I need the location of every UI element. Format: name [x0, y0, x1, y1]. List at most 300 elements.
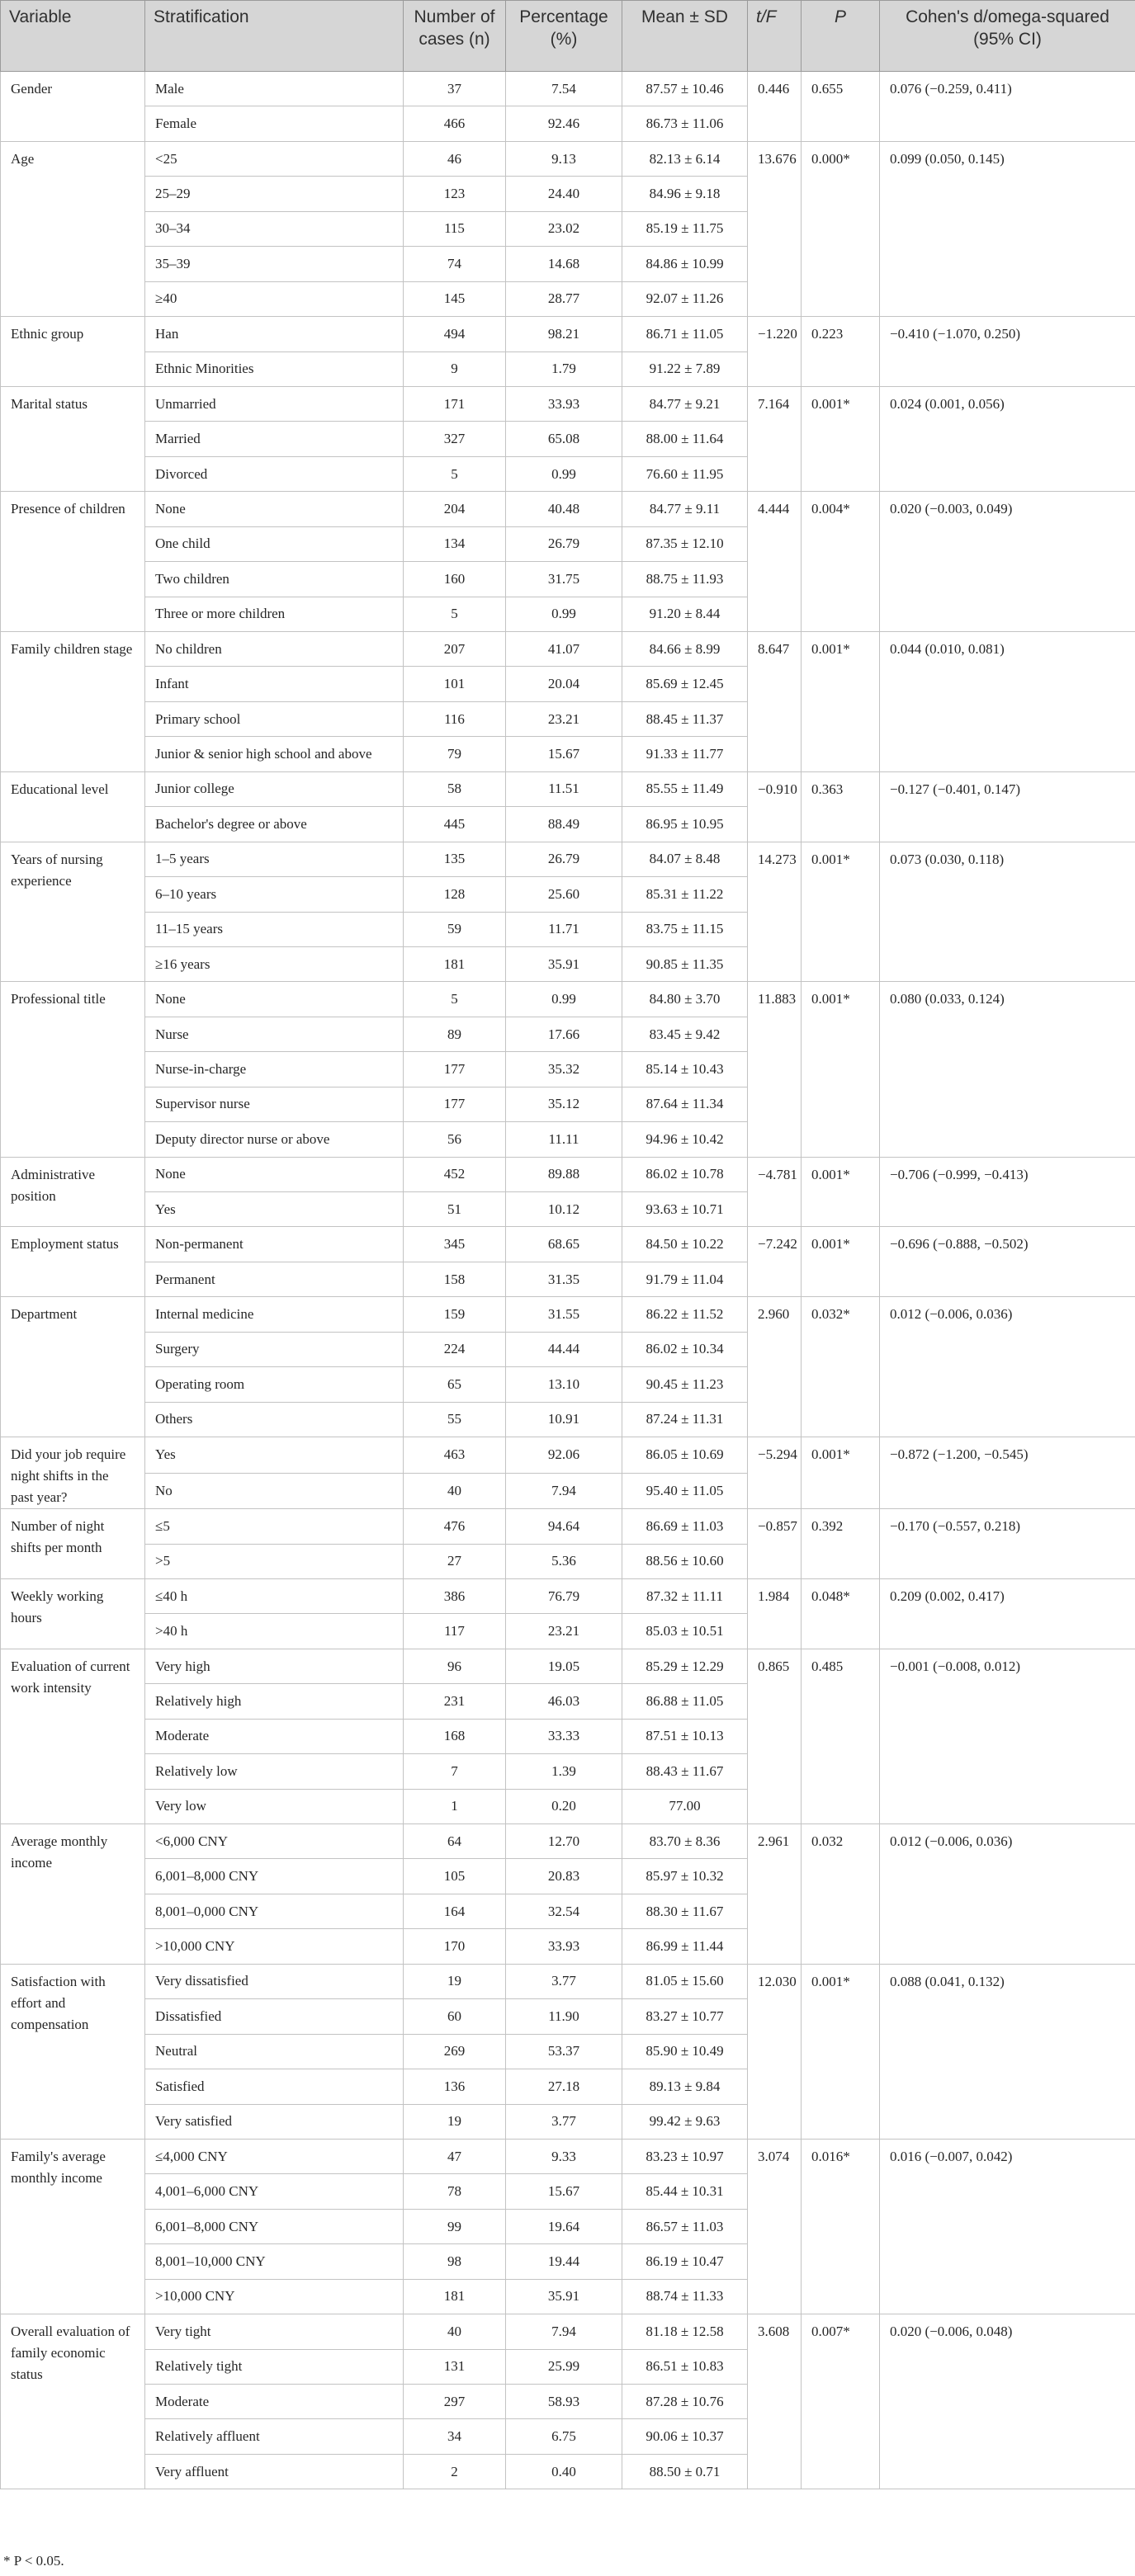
percentage-cell: 14.68 — [506, 247, 622, 281]
mean-sd-cell: 87.32 ± 11.11 — [622, 1578, 748, 1613]
variable-cell: Years of nursing experience — [1, 842, 145, 982]
percentage-cell: 7.94 — [506, 2314, 622, 2349]
percentage-cell: 17.66 — [506, 1017, 622, 1051]
stratification-cell: >5 — [145, 1544, 404, 1578]
cases-cell: 5 — [404, 597, 506, 631]
mean-sd-cell: 85.31 ± 11.22 — [622, 877, 748, 912]
stratification-cell: 8,001–0,000 CNY — [145, 1894, 404, 1928]
stratification-cell: Nurse-in-charge — [145, 1052, 404, 1087]
mean-sd-cell: 88.43 ± 11.67 — [622, 1754, 748, 1789]
mean-sd-cell: 85.14 ± 10.43 — [622, 1052, 748, 1087]
variable-cell: Satisfaction with effort and compensation — [1, 1964, 145, 2139]
stratification-cell: Dissatisfied — [145, 1999, 404, 2034]
p-cell: 0.392 — [802, 1509, 880, 1579]
stratification-cell: Moderate — [145, 2385, 404, 2419]
percentage-cell: 28.77 — [506, 281, 622, 316]
cases-cell: 5 — [404, 456, 506, 491]
stratification-cell: None — [145, 1157, 404, 1191]
stratification-cell: Surgery — [145, 1332, 404, 1366]
cases-cell: 181 — [404, 2279, 506, 2314]
stratification-cell: Supervisor nurse — [145, 1087, 404, 1121]
percentage-cell: 35.91 — [506, 946, 622, 981]
cases-cell: 327 — [404, 422, 506, 456]
effect-size-cell: 0.016 (−0.007, 0.042) — [880, 2139, 1135, 2314]
percentage-cell: 11.51 — [506, 771, 622, 806]
t-f-cell: 0.446 — [748, 72, 802, 142]
mean-sd-cell: 84.50 ± 10.22 — [622, 1227, 748, 1262]
cases-cell: 452 — [404, 1157, 506, 1191]
stratification-cell: 8,001–10,000 CNY — [145, 2244, 404, 2279]
cases-cell: 98 — [404, 2244, 506, 2279]
p-cell: 0.016* — [802, 2139, 880, 2314]
percentage-cell: 25.99 — [506, 2349, 622, 2384]
variable-cell: Educational level — [1, 771, 145, 842]
stratification-cell: ≤4,000 CNY — [145, 2139, 404, 2173]
percentage-cell: 11.71 — [506, 912, 622, 946]
cases-cell: 269 — [404, 2034, 506, 2069]
cases-cell: 181 — [404, 946, 506, 981]
cases-cell: 96 — [404, 1649, 506, 1683]
percentage-cell: 31.75 — [506, 562, 622, 597]
percentage-cell: 23.21 — [506, 1614, 622, 1649]
percentage-cell: 5.36 — [506, 1544, 622, 1578]
p-cell: 0.004* — [802, 492, 880, 632]
cases-cell: 386 — [404, 1578, 506, 1613]
stratification-cell: Deputy director nurse or above — [145, 1122, 404, 1157]
p-cell: 0.363 — [802, 771, 880, 842]
mean-sd-cell: 85.29 ± 12.29 — [622, 1649, 748, 1683]
p-cell: 0.001* — [802, 386, 880, 491]
table-row — [1, 1509, 1135, 1544]
p-cell: 0.032* — [802, 1297, 880, 1437]
percentage-cell: 35.32 — [506, 1052, 622, 1087]
mean-sd-cell: 99.42 ± 9.63 — [622, 2104, 748, 2139]
stratification-cell: Operating room — [145, 1367, 404, 1402]
cases-cell: 37 — [404, 72, 506, 106]
effect-size-cell: 0.209 (0.002, 0.417) — [880, 1578, 1135, 1649]
p-cell: 0.001* — [802, 1157, 880, 1227]
stratification-cell: Two children — [145, 562, 404, 597]
variable-cell: Professional title — [1, 982, 145, 1157]
stratification-cell: Junior & senior high school and above — [145, 737, 404, 771]
percentage-cell: 1.79 — [506, 351, 622, 386]
cases-cell: 99 — [404, 2209, 506, 2243]
table-row — [1, 632, 1135, 667]
p-cell: 0.000* — [802, 141, 880, 316]
table-row — [1, 1227, 1135, 1262]
cases-cell: 5 — [404, 982, 506, 1017]
percentage-cell: 46.03 — [506, 1684, 622, 1719]
stratification-cell: Yes — [145, 1192, 404, 1227]
stratification-cell: ≤5 — [145, 1509, 404, 1544]
cases-cell: 55 — [404, 1402, 506, 1437]
header-percentage: Percentage (%) — [506, 1, 622, 72]
mean-sd-cell: 83.23 ± 10.97 — [622, 2139, 748, 2173]
t-f-cell: 7.164 — [748, 386, 802, 491]
mean-sd-cell: 91.33 ± 11.77 — [622, 737, 748, 771]
stratification-cell: Very dissatisfied — [145, 1964, 404, 1998]
variable-cell: Administrative position — [1, 1157, 145, 1227]
cases-cell: 177 — [404, 1052, 506, 1087]
table-row — [1, 842, 1135, 876]
cases-cell: 168 — [404, 1719, 506, 1753]
mean-sd-cell: 87.51 ± 10.13 — [622, 1719, 748, 1753]
percentage-cell: 40.48 — [506, 492, 622, 526]
percentage-cell: 31.35 — [506, 1262, 622, 1296]
percentage-cell: 98.21 — [506, 317, 622, 351]
stratification-cell: Very high — [145, 1649, 404, 1683]
mean-sd-cell: 82.13 ± 6.14 — [622, 141, 748, 176]
table-row — [1, 1297, 1135, 1332]
mean-sd-cell: 86.02 ± 10.34 — [622, 1332, 748, 1366]
effect-size-cell: −0.706 (−0.999, −0.413) — [880, 1157, 1135, 1227]
mean-sd-cell: 81.18 ± 12.58 — [622, 2314, 748, 2349]
percentage-cell: 15.67 — [506, 2174, 622, 2209]
cases-cell: 2 — [404, 2454, 506, 2489]
percentage-cell: 25.60 — [506, 877, 622, 912]
percentage-cell: 33.33 — [506, 1719, 622, 1753]
mean-sd-cell: 87.28 ± 10.76 — [622, 2385, 748, 2419]
table-row — [1, 1437, 1135, 1474]
mean-sd-cell: 89.13 ± 9.84 — [622, 2069, 748, 2104]
percentage-cell: 94.64 — [506, 1509, 622, 1544]
stratification-cell: 35–39 — [145, 247, 404, 281]
mean-sd-cell: 88.00 ± 11.64 — [622, 422, 748, 456]
mean-sd-cell: 86.57 ± 11.03 — [622, 2209, 748, 2243]
cases-cell: 89 — [404, 1017, 506, 1051]
cases-cell: 207 — [404, 632, 506, 667]
percentage-cell: 10.91 — [506, 1402, 622, 1437]
stratification-cell: Others — [145, 1402, 404, 1437]
stratification-cell: Three or more children — [145, 597, 404, 631]
mean-sd-cell: 84.66 ± 8.99 — [622, 632, 748, 667]
stratification-cell: Unmarried — [145, 386, 404, 421]
cases-cell: 58 — [404, 771, 506, 806]
stratification-cell: Primary school — [145, 701, 404, 736]
t-f-cell: 12.030 — [748, 1964, 802, 2139]
mean-sd-cell: 84.86 ± 10.99 — [622, 247, 748, 281]
stratification-cell: Permanent — [145, 1262, 404, 1296]
mean-sd-cell: 88.45 ± 11.37 — [622, 701, 748, 736]
p-cell: 0.223 — [802, 317, 880, 387]
effect-size-cell: 0.080 (0.033, 0.124) — [880, 982, 1135, 1157]
cases-cell: 494 — [404, 317, 506, 351]
percentage-cell: 44.44 — [506, 1332, 622, 1366]
header-effect-size: Cohen's d/omega-squared (95% CI) — [880, 1, 1135, 72]
p-cell: 0.007* — [802, 2314, 880, 2489]
cases-cell: 297 — [404, 2385, 506, 2419]
cases-cell: 19 — [404, 2104, 506, 2139]
variable-cell: Marital status — [1, 386, 145, 491]
cases-cell: 158 — [404, 1262, 506, 1296]
effect-size-cell: 0.024 (0.001, 0.056) — [880, 386, 1135, 491]
stratification-cell: Male — [145, 72, 404, 106]
cases-cell: 231 — [404, 1684, 506, 1719]
table-row — [1, 771, 1135, 806]
stratification-cell: Moderate — [145, 1719, 404, 1753]
mean-sd-cell: 85.03 ± 10.51 — [622, 1614, 748, 1649]
stratification-cell: Very low — [145, 1789, 404, 1823]
percentage-cell: 9.33 — [506, 2139, 622, 2173]
cases-cell: 128 — [404, 877, 506, 912]
percentage-cell: 53.37 — [506, 2034, 622, 2069]
stratification-cell: <25 — [145, 141, 404, 176]
percentage-cell: 13.10 — [506, 1367, 622, 1402]
stratification-cell: Yes — [145, 1437, 404, 1474]
percentage-cell: 65.08 — [506, 422, 622, 456]
table-row — [1, 1157, 1135, 1191]
p-cell: 0.001* — [802, 842, 880, 982]
percentage-cell: 35.12 — [506, 1087, 622, 1121]
percentage-cell: 3.77 — [506, 2104, 622, 2139]
header-p: P — [802, 1, 880, 72]
stratification-cell: Married — [145, 422, 404, 456]
stratification-cell: No — [145, 1473, 404, 1509]
mean-sd-cell: 86.05 ± 10.69 — [622, 1437, 748, 1474]
cases-cell: 145 — [404, 281, 506, 316]
mean-sd-cell: 86.99 ± 11.44 — [622, 1929, 748, 1964]
mean-sd-cell: 86.88 ± 11.05 — [622, 1684, 748, 1719]
percentage-cell: 15.67 — [506, 737, 622, 771]
mean-sd-cell: 92.07 ± 11.26 — [622, 281, 748, 316]
effect-size-cell: −0.410 (−1.070, 0.250) — [880, 317, 1135, 387]
stratification-cell: Very affluent — [145, 2454, 404, 2489]
cases-cell: 134 — [404, 526, 506, 561]
cases-cell: 204 — [404, 492, 506, 526]
cases-cell: 101 — [404, 667, 506, 701]
stratification-cell: 1–5 years — [145, 842, 404, 876]
effect-size-cell: −0.170 (−0.557, 0.218) — [880, 1509, 1135, 1579]
cases-cell: 136 — [404, 2069, 506, 2104]
percentage-cell: 19.05 — [506, 1649, 622, 1683]
mean-sd-cell: 85.19 ± 11.75 — [622, 211, 748, 246]
effect-size-cell: 0.012 (−0.006, 0.036) — [880, 1824, 1135, 1965]
t-f-cell: 8.647 — [748, 632, 802, 772]
cases-cell: 46 — [404, 141, 506, 176]
mean-sd-cell: 83.27 ± 10.77 — [622, 1999, 748, 2034]
mean-sd-cell: 84.80 ± 3.70 — [622, 982, 748, 1017]
stratification-cell: Bachelor's degree or above — [145, 807, 404, 842]
percentage-cell: 11.90 — [506, 1999, 622, 2034]
header-variable: Variable — [1, 1, 145, 72]
stratification-cell: 6,001–8,000 CNY — [145, 2209, 404, 2243]
variable-cell: Employment status — [1, 1227, 145, 1297]
table-header — [1, 1, 1135, 72]
cases-cell: 78 — [404, 2174, 506, 2209]
t-f-cell: −0.910 — [748, 771, 802, 842]
stratification-cell: 6–10 years — [145, 877, 404, 912]
p-cell: 0.032 — [802, 1824, 880, 1965]
mean-sd-cell: 85.97 ± 10.32 — [622, 1859, 748, 1894]
mean-sd-cell: 95.40 ± 11.05 — [622, 1473, 748, 1509]
stratification-cell: Non-permanent — [145, 1227, 404, 1262]
percentage-cell: 68.65 — [506, 1227, 622, 1262]
mean-sd-cell: 86.71 ± 11.05 — [622, 317, 748, 351]
stratification-cell: Female — [145, 106, 404, 141]
mean-sd-cell: 88.56 ± 10.60 — [622, 1544, 748, 1578]
stratification-cell: >10,000 CNY — [145, 1929, 404, 1964]
variable-cell: Department — [1, 1297, 145, 1437]
stratification-cell: ≤40 h — [145, 1578, 404, 1613]
mean-sd-cell: 87.24 ± 11.31 — [622, 1402, 748, 1437]
percentage-cell: 89.88 — [506, 1157, 622, 1191]
mean-sd-cell: 84.96 ± 9.18 — [622, 177, 748, 211]
cases-cell: 445 — [404, 807, 506, 842]
stratification-cell: 25–29 — [145, 177, 404, 211]
mean-sd-cell: 86.73 ± 11.06 — [622, 106, 748, 141]
stratification-cell: >40 h — [145, 1614, 404, 1649]
cases-cell: 116 — [404, 701, 506, 736]
cases-cell: 59 — [404, 912, 506, 946]
stratification-cell: Ethnic Minorities — [145, 351, 404, 386]
stratification-cell: Very satisfied — [145, 2104, 404, 2139]
stratification-cell: One child — [145, 526, 404, 561]
table-row — [1, 492, 1135, 526]
p-cell: 0.001* — [802, 1437, 880, 1509]
variable-cell: Did your job require night shifts in the past year? — [1, 1437, 145, 1509]
mean-sd-cell: 88.30 ± 11.67 — [622, 1894, 748, 1928]
percentage-cell: 35.91 — [506, 2279, 622, 2314]
mean-sd-cell: 88.74 ± 11.33 — [622, 2279, 748, 2314]
mean-sd-cell: 85.44 ± 10.31 — [622, 2174, 748, 2209]
stratification-cell: <6,000 CNY — [145, 1824, 404, 1859]
p-cell: 0.485 — [802, 1649, 880, 1823]
effect-size-cell: 0.099 (0.050, 0.145) — [880, 141, 1135, 316]
mean-sd-cell: 83.45 ± 9.42 — [622, 1017, 748, 1051]
cases-cell: 34 — [404, 2419, 506, 2454]
mean-sd-cell: 85.90 ± 10.49 — [622, 2034, 748, 2069]
stratification-cell: 30–34 — [145, 211, 404, 246]
cases-cell: 27 — [404, 1544, 506, 1578]
percentage-cell: 20.83 — [506, 1859, 622, 1894]
cases-cell: 64 — [404, 1824, 506, 1859]
header-cases: Number of cases (n) — [404, 1, 506, 72]
percentage-cell: 27.18 — [506, 2069, 622, 2104]
percentage-cell: 20.04 — [506, 667, 622, 701]
cases-cell: 115 — [404, 211, 506, 246]
cases-cell: 345 — [404, 1227, 506, 1262]
variable-cell: Weekly working hours — [1, 1578, 145, 1649]
mean-sd-cell: 84.77 ± 9.11 — [622, 492, 748, 526]
stratification-cell: ≥40 — [145, 281, 404, 316]
stratification-cell: Relatively affluent — [145, 2419, 404, 2454]
table-row — [1, 2314, 1135, 2349]
mean-sd-cell: 86.02 ± 10.78 — [622, 1157, 748, 1191]
mean-sd-cell: 86.19 ± 10.47 — [622, 2244, 748, 2279]
stratification-cell: Divorced — [145, 456, 404, 491]
cases-cell: 105 — [404, 1859, 506, 1894]
stratification-cell: No children — [145, 632, 404, 667]
percentage-cell: 7.54 — [506, 72, 622, 106]
percentage-cell: 10.12 — [506, 1192, 622, 1227]
cases-cell: 159 — [404, 1297, 506, 1332]
effect-size-cell: 0.020 (−0.003, 0.049) — [880, 492, 1135, 632]
mean-sd-cell: 76.60 ± 11.95 — [622, 456, 748, 491]
p-cell: 0.048* — [802, 1578, 880, 1649]
cases-cell: 40 — [404, 1473, 506, 1509]
percentage-cell: 31.55 — [506, 1297, 622, 1332]
variable-cell: Number of night shifts per month — [1, 1509, 145, 1579]
stratification-cell: >10,000 CNY — [145, 2279, 404, 2314]
table-row — [1, 1578, 1135, 1613]
percentage-cell: 0.99 — [506, 456, 622, 491]
variable-cell: Family's average monthly income — [1, 2139, 145, 2314]
percentage-cell: 23.02 — [506, 211, 622, 246]
mean-sd-cell: 91.22 ± 7.89 — [622, 351, 748, 386]
variable-cell: Evaluation of current work intensity — [1, 1649, 145, 1823]
stratification-cell: Internal medicine — [145, 1297, 404, 1332]
percentage-cell: 88.49 — [506, 807, 622, 842]
effect-size-cell: 0.044 (0.010, 0.081) — [880, 632, 1135, 772]
t-f-cell: 2.961 — [748, 1824, 802, 1965]
mean-sd-cell: 86.69 ± 11.03 — [622, 1509, 748, 1544]
percentage-cell: 7.94 — [506, 1473, 622, 1509]
mean-sd-cell: 91.79 ± 11.04 — [622, 1262, 748, 1296]
stratification-cell: 11–15 years — [145, 912, 404, 946]
mean-sd-cell: 90.06 ± 10.37 — [622, 2419, 748, 2454]
effect-size-cell: −0.127 (−0.401, 0.147) — [880, 771, 1135, 842]
p-cell: 0.001* — [802, 982, 880, 1157]
stratification-cell: None — [145, 492, 404, 526]
cases-cell: 463 — [404, 1437, 506, 1474]
cases-cell: 65 — [404, 1367, 506, 1402]
table-row — [1, 72, 1135, 106]
percentage-cell: 23.21 — [506, 701, 622, 736]
stratification-cell: Neutral — [145, 2034, 404, 2069]
mean-sd-cell: 90.85 ± 11.35 — [622, 946, 748, 981]
t-f-cell: −1.220 — [748, 317, 802, 387]
percentage-cell: 0.99 — [506, 597, 622, 631]
t-f-cell: 11.883 — [748, 982, 802, 1157]
effect-size-cell: −0.001 (−0.008, 0.012) — [880, 1649, 1135, 1823]
percentage-cell: 0.40 — [506, 2454, 622, 2489]
stratification-cell: Relatively high — [145, 1684, 404, 1719]
stratification-cell: ≥16 years — [145, 946, 404, 981]
variable-cell: Presence of children — [1, 492, 145, 632]
effect-size-cell: 0.020 (−0.006, 0.048) — [880, 2314, 1135, 2489]
mean-sd-cell: 93.63 ± 10.71 — [622, 1192, 748, 1227]
cases-cell: 160 — [404, 562, 506, 597]
variable-cell: Overall evaluation of family economic status — [1, 2314, 145, 2489]
cases-cell: 466 — [404, 106, 506, 141]
table-body — [1, 72, 1135, 2489]
t-f-cell: 0.865 — [748, 1649, 802, 1823]
cases-cell: 9 — [404, 351, 506, 386]
variable-cell: Ethnic group — [1, 317, 145, 387]
cases-cell: 47 — [404, 2139, 506, 2173]
t-f-cell: 4.444 — [748, 492, 802, 632]
effect-size-cell: 0.088 (0.041, 0.132) — [880, 1964, 1135, 2139]
cases-cell: 7 — [404, 1754, 506, 1789]
p-cell: 0.001* — [802, 1964, 880, 2139]
table-row — [1, 141, 1135, 176]
mean-sd-cell: 85.69 ± 12.45 — [622, 667, 748, 701]
t-f-cell: 2.960 — [748, 1297, 802, 1437]
mean-sd-cell: 87.57 ± 10.46 — [622, 72, 748, 106]
stratification-cell: Han — [145, 317, 404, 351]
cases-cell: 74 — [404, 247, 506, 281]
cases-cell: 51 — [404, 1192, 506, 1227]
percentage-cell: 1.39 — [506, 1754, 622, 1789]
footnote: * P < 0.05. — [3, 2553, 64, 2569]
mean-sd-cell: 83.75 ± 11.15 — [622, 912, 748, 946]
t-f-cell: 3.608 — [748, 2314, 802, 2489]
cases-cell: 1 — [404, 1789, 506, 1823]
header-t-f: t/F — [748, 1, 802, 72]
t-f-cell: 13.676 — [748, 141, 802, 316]
header-stratification: Stratification — [145, 1, 404, 72]
t-f-cell: −0.857 — [748, 1509, 802, 1579]
